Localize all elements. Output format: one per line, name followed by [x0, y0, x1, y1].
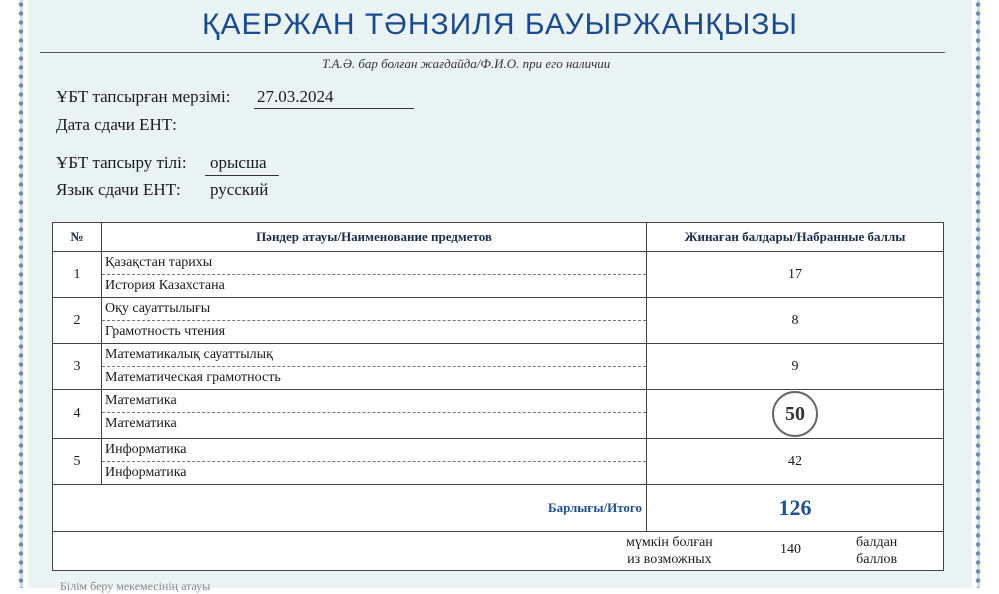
max-row — [53, 532, 944, 571]
exam-date-label-ru: Дата сдачи ЕНТ: — [56, 115, 177, 134]
scores-table — [52, 222, 944, 571]
max-left-text — [626, 534, 713, 568]
table-row — [53, 439, 944, 485]
subject-ru: Информатика — [105, 465, 187, 480]
subject-ru: История Казахстана — [105, 278, 225, 293]
table-header-row — [53, 223, 944, 252]
max-left-ru: из возможных — [627, 552, 712, 567]
header-subject: Пәндер атауы/Наименование предметов — [102, 223, 647, 252]
total-row — [53, 485, 944, 532]
header-score: Жинаған балдары/Набранные баллы — [647, 223, 944, 252]
circled-score: 50 — [772, 391, 818, 437]
exam-date-label-kz: ҰБТ тапсырған мерзімі: — [56, 87, 231, 106]
table-row — [53, 390, 944, 439]
exam-date-underline — [254, 108, 414, 109]
max-left-kz: мүмкін болған — [626, 535, 713, 550]
decorative-border-right — [971, 0, 985, 588]
subject-kz: Информатика — [102, 439, 646, 462]
subject-kz: Математикалық сауаттылық — [102, 344, 646, 367]
row-num: 4 — [53, 390, 102, 439]
table-row — [53, 298, 944, 344]
header-num: № — [53, 223, 102, 252]
row-subject — [102, 298, 647, 344]
max-cell — [53, 532, 944, 571]
full-name: ҚАЕРЖАН ТӘНЗИЛЯ БАУЫРЖАНҚЫЗЫ — [202, 8, 798, 41]
max-right-ru: баллов — [856, 552, 898, 567]
row-num: 2 — [53, 298, 102, 344]
total-value: 126 — [647, 485, 944, 532]
subject-kz: Математика — [102, 390, 646, 413]
total-label: Барлығы/Итого — [53, 485, 647, 532]
subject-kz: Қазақстан тарихы — [102, 252, 646, 275]
table-row — [53, 252, 944, 298]
subject-ru: Грамотность чтения — [105, 324, 226, 339]
name-caption: Т.А.Ә. бар болған жағдайда/Ф.И.О. при его наличии — [322, 56, 611, 71]
row-subject — [102, 439, 647, 485]
row-score: 42 — [647, 439, 944, 485]
language-underline — [205, 175, 279, 176]
row-subject — [102, 390, 647, 439]
language-label-ru: Язык сдачи ЕНТ: — [56, 180, 181, 199]
row-score: 9 — [647, 344, 944, 390]
bottom-cut-text: Білім беру мекемесінің атауы — [60, 579, 211, 593]
row-num: 3 — [53, 344, 102, 390]
language-value-kz: орысша — [210, 153, 267, 172]
max-right-text — [856, 534, 897, 568]
subject-ru: Математика — [105, 416, 177, 431]
exam-date-value: 27.03.2024 — [257, 87, 334, 106]
row-subject — [102, 252, 647, 298]
max-value: 140 — [780, 542, 801, 557]
language-label-kz: ҰБТ тапсыру тілі: — [56, 153, 187, 172]
max-right-kz: балдан — [856, 535, 898, 550]
row-score: 8 — [647, 298, 944, 344]
row-subject — [102, 344, 647, 390]
subject-kz: Оқу сауаттылығы — [102, 298, 646, 321]
subject-ru: Математическая грамотность — [105, 370, 281, 385]
row-num: 1 — [53, 252, 102, 298]
table-row — [53, 344, 944, 390]
row-score — [647, 390, 944, 439]
decorative-border-left — [14, 0, 28, 588]
row-num: 5 — [53, 439, 102, 485]
language-value-ru: русский — [210, 180, 269, 199]
row-score: 17 — [647, 252, 944, 298]
name-underline — [40, 52, 945, 53]
